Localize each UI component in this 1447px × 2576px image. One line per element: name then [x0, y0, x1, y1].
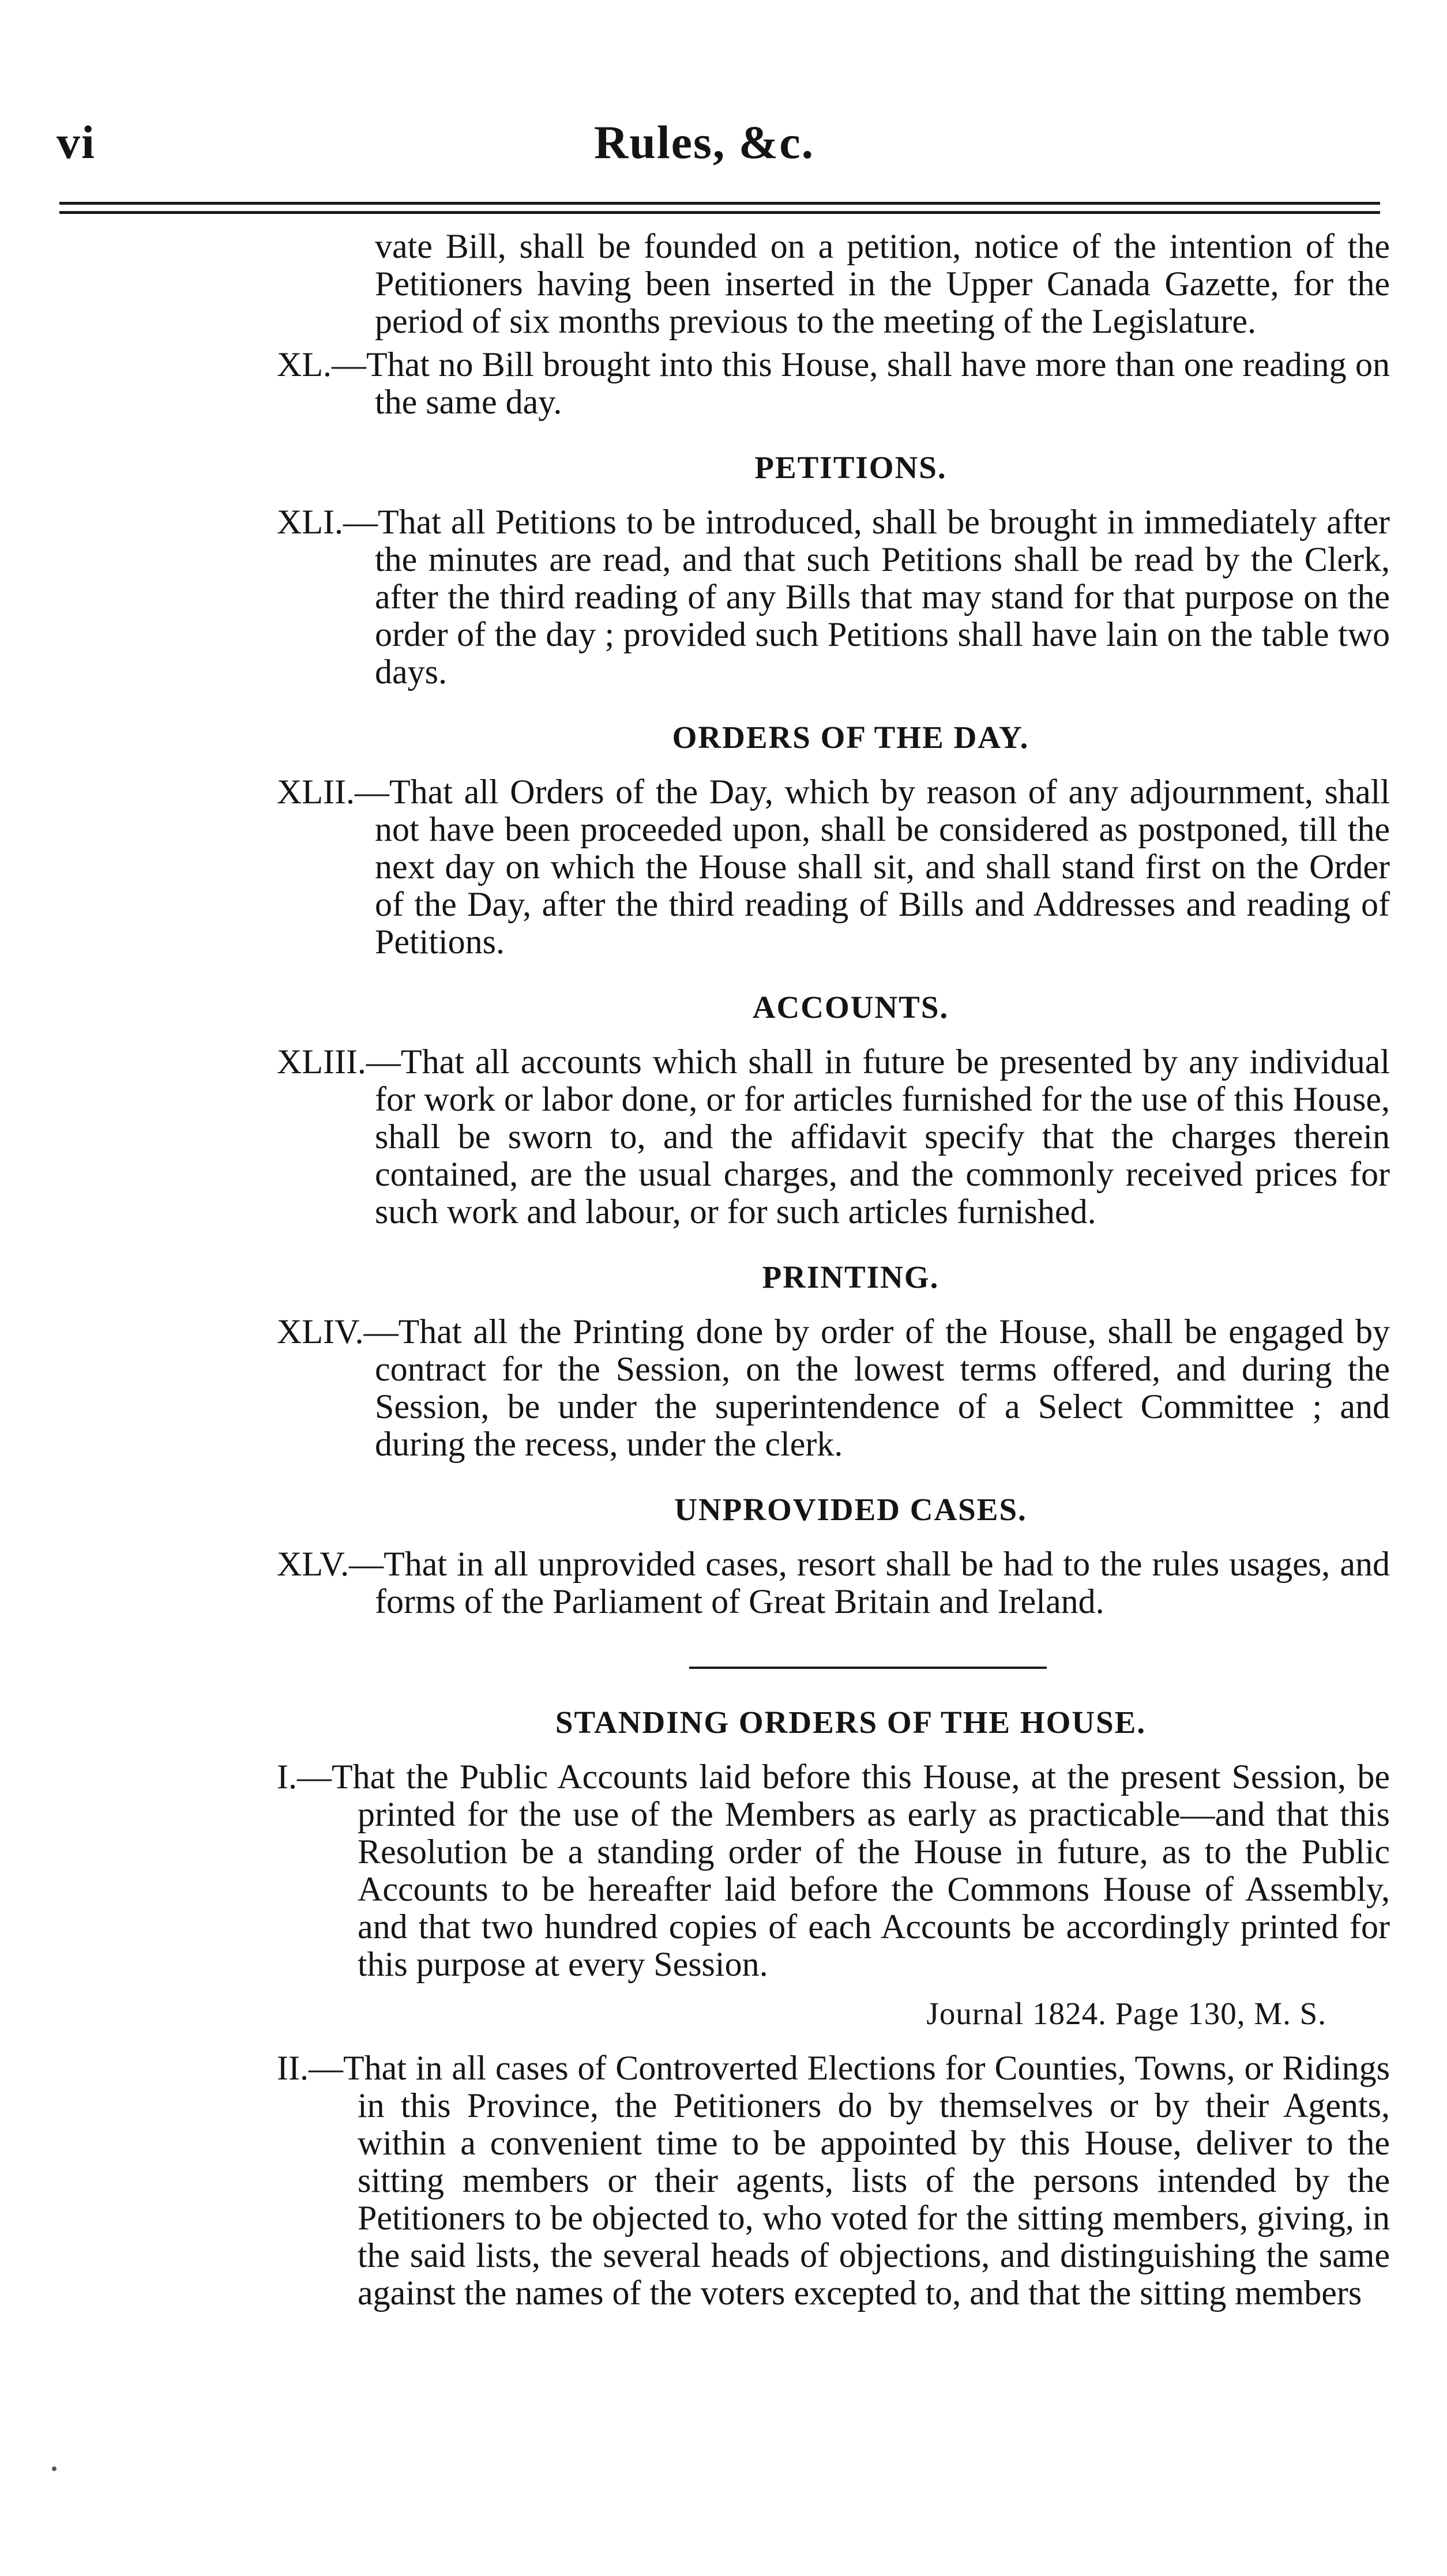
section-heading-printing: PRINTING. [762, 1259, 939, 1295]
rule-text: That all Petitions to be introduced, shall be brought in immediately after the minutes are read, and that such Petitions shall be read by the Clerk, after the third reading of any Bills that may stand for that purpose on the order of the day ; provided such Petitions shall have lain on the table two days. [375, 503, 1390, 691]
order-text: That in all cases of Controverted Elections for Counties, Towns, or Ridings in this Province, the Petitioners do by themselves or by their Agents, within a convenient time to be appointed by this House, deliver to the sitting members or their agents, lists of the persons intended by the Petitioners to be objected to, who voted for the sitting members, giving, in the said lists, the several heads of objections, and distinguishing the same against the names of the voters excepted to, and that the sitting members [343, 2049, 1390, 2312]
order-text: That the Public Accounts laid before this House, at the present Session, be printed for the use of the Members as early as practicable—and that this Resolution be a standing order of the House in future, as to the Public Accounts to be hereafter laid before the Commons House of Assembly, and that two hundred copies of each Accounts be accordingly printed for this purpose at every Session. [331, 1758, 1390, 1983]
rule-number: XLI. [277, 503, 343, 541]
rule-dash: — [366, 1043, 401, 1081]
order-number: I. [277, 1758, 297, 1796]
rule-number: XLII. [277, 773, 355, 811]
rule-dash: — [354, 773, 389, 811]
rule-xliii [179, 1043, 1390, 1231]
header-rule-bottom [59, 211, 1380, 214]
section-divider [689, 1667, 1047, 1669]
rule-xl [179, 346, 1390, 421]
rule-number: XLIII. [277, 1043, 366, 1081]
standing-orders-heading: STANDING ORDERS OF THE HOUSE. [555, 1705, 1147, 1740]
rule-text: That no Bill brought into this House, shall have more than one reading on the same day. [366, 345, 1390, 421]
rule-text: That all Orders of the Day, which by reason of any adjournment, shall not have been proceeded upon, shall be considered as postponed, till the next day on which the House shall sit, and shall stand first on the Order of the Day, after the third reading of Bills and Addresses and reading of Petitions. [375, 773, 1390, 961]
order-number: II. [277, 2049, 309, 2087]
section-heading-petitions: PETITIONS. [754, 450, 947, 485]
page-speck [52, 2466, 57, 2471]
page-number: vi [57, 116, 96, 168]
rule-text: That in all unprovided cases, resort shall be had to the rules usages, and forms of the Parliament of Great Britain and Ireland. [375, 1545, 1390, 1620]
rule-xlii [179, 773, 1390, 961]
standing-order-ii [161, 2049, 1390, 2312]
rule-number: XL. [277, 345, 332, 383]
continued-paragraph: vate Bill, shall be founded on a petition, notice of the intention of the Petitioners having been inserted in the Upper Canada Gazette, for the period of six months previous to the meeting of the Legislature. [375, 227, 1390, 340]
running-title: Rules, &c. [594, 116, 815, 168]
rule-xliv [179, 1313, 1390, 1463]
rule-text: That all accounts which shall in future be presented by any individual for work or labor done, or for articles furnished for the use of this House, shall be sworn to, and the affidavit specify that the charges therein contained, are the usual charges, and the commonly received prices for such work and labour, or for such articles furnished. [375, 1043, 1390, 1231]
rule-dash: — [343, 503, 378, 541]
section-heading-accounts: ACCOUNTS. [752, 990, 949, 1025]
journal-citation: Journal 1824. Page 130, M. S. [926, 1996, 1326, 2031]
standing-order-i [161, 1758, 1390, 1983]
rule-dash: — [349, 1545, 384, 1583]
rule-xlv [179, 1545, 1390, 1620]
section-heading-orders-of-the-day: ORDERS OF THE DAY. [672, 720, 1029, 755]
rule-dash: — [331, 345, 366, 383]
order-dash: — [296, 1758, 332, 1796]
order-dash: — [308, 2049, 343, 2087]
rule-xli [179, 503, 1390, 691]
header-rule-top [59, 202, 1380, 205]
rule-number: XLIV. [277, 1313, 364, 1351]
rule-dash: — [363, 1313, 399, 1351]
rule-number: XLV. [277, 1545, 349, 1583]
section-heading-unprovided-cases: UNPROVIDED CASES. [674, 1492, 1027, 1527]
rule-text: That all the Printing done by order of the House, shall be engaged by contract for the Session, on the lowest terms offered, and during the Session, be under the superintendence of a Select Committee ; and during the recess, under the clerk. [375, 1313, 1390, 1463]
page-header [0, 115, 1447, 185]
page-body [277, 228, 1390, 2312]
